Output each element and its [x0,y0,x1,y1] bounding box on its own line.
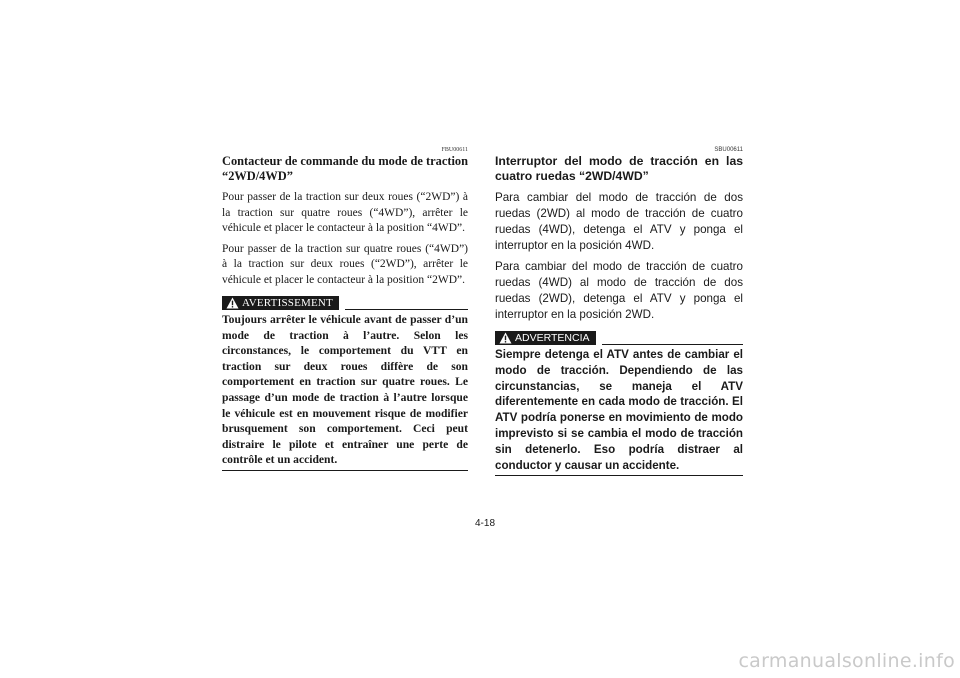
body-paragraph: Pour passer de la traction sur quatre roues (“4WD”) à la traction sur deux roues (“2WD”), arrêter le véhicule et placer le contacteur à la position “2WD”. [222,242,468,286]
watermark: carmanualsonline.info [738,650,955,672]
spanish-column [495,146,743,476]
divider [602,344,744,345]
warning-header [495,331,743,345]
body-paragraph: Pour passer de la traction sur deux roues (“2WD”) à la traction sur quatre roues (“4WD”), arrêter le véhicule et placer le contacteur à la position “4WD”. [222,191,468,234]
french-column [222,146,468,471]
section-heading: Interruptor del modo de tracción en las cuatro ruedas “2WD/4WD” [495,154,743,183]
warning-triangle-icon [499,332,512,344]
divider [345,309,468,310]
warning-badge [495,331,596,345]
section-code: FBU00611 [441,147,468,153]
warning-text: Toujours arrêter le véhicule avant de passer d’un mode de traction à l’autre. Selon les circonstances, le comportement du VTT en traction sur deux roues diffère de son comportement en traction sur quatre roues. Le passage d’un mode de traction à l’autre lorsque le véhicule est en mouvement risque de modifier brusquement son comportement. Ceci peut distraire le pilote et entraîner une perte de contrôle et un accident. [222,312,468,471]
body-paragraph: Para cambiar del modo de tracción de dos ruedas (2WD) al modo de tracción de cuatro ruedas (4WD), detenga el ATV y ponga el interruptor en la posición 4WD. [495,191,743,252]
section-code: SBU00611 [714,147,743,153]
warning-badge [222,296,339,310]
warning-text: Siempre detenga el ATV antes de cambiar el modo de tracción. Dependiendo de las circunstancias, se maneja el ATV diferentemente en cada modo de tracción. El ATV podría ponerse en movimiento de modo imprevisto si se cambia el modo de tracción sin detenerlo. Eso podría distraer al conductor y causar un accidente. [495,347,743,476]
warning-triangle-icon [226,297,239,309]
body-paragraph: Para cambiar del modo de tracción de cuatro ruedas (4WD) al modo de tracción de dos ruedas (2WD), detenga el ATV y ponga el interruptor en la posición 2WD. [495,260,743,321]
page-number: 4-18 [474,518,495,529]
warning-label: AVERTISSEMENT [242,297,333,309]
warning-header [222,296,468,310]
section-heading: Contacteur de commande du mode de traction “2WD/4WD” [222,154,468,183]
warning-label: ADVERTENCIA [515,332,590,344]
